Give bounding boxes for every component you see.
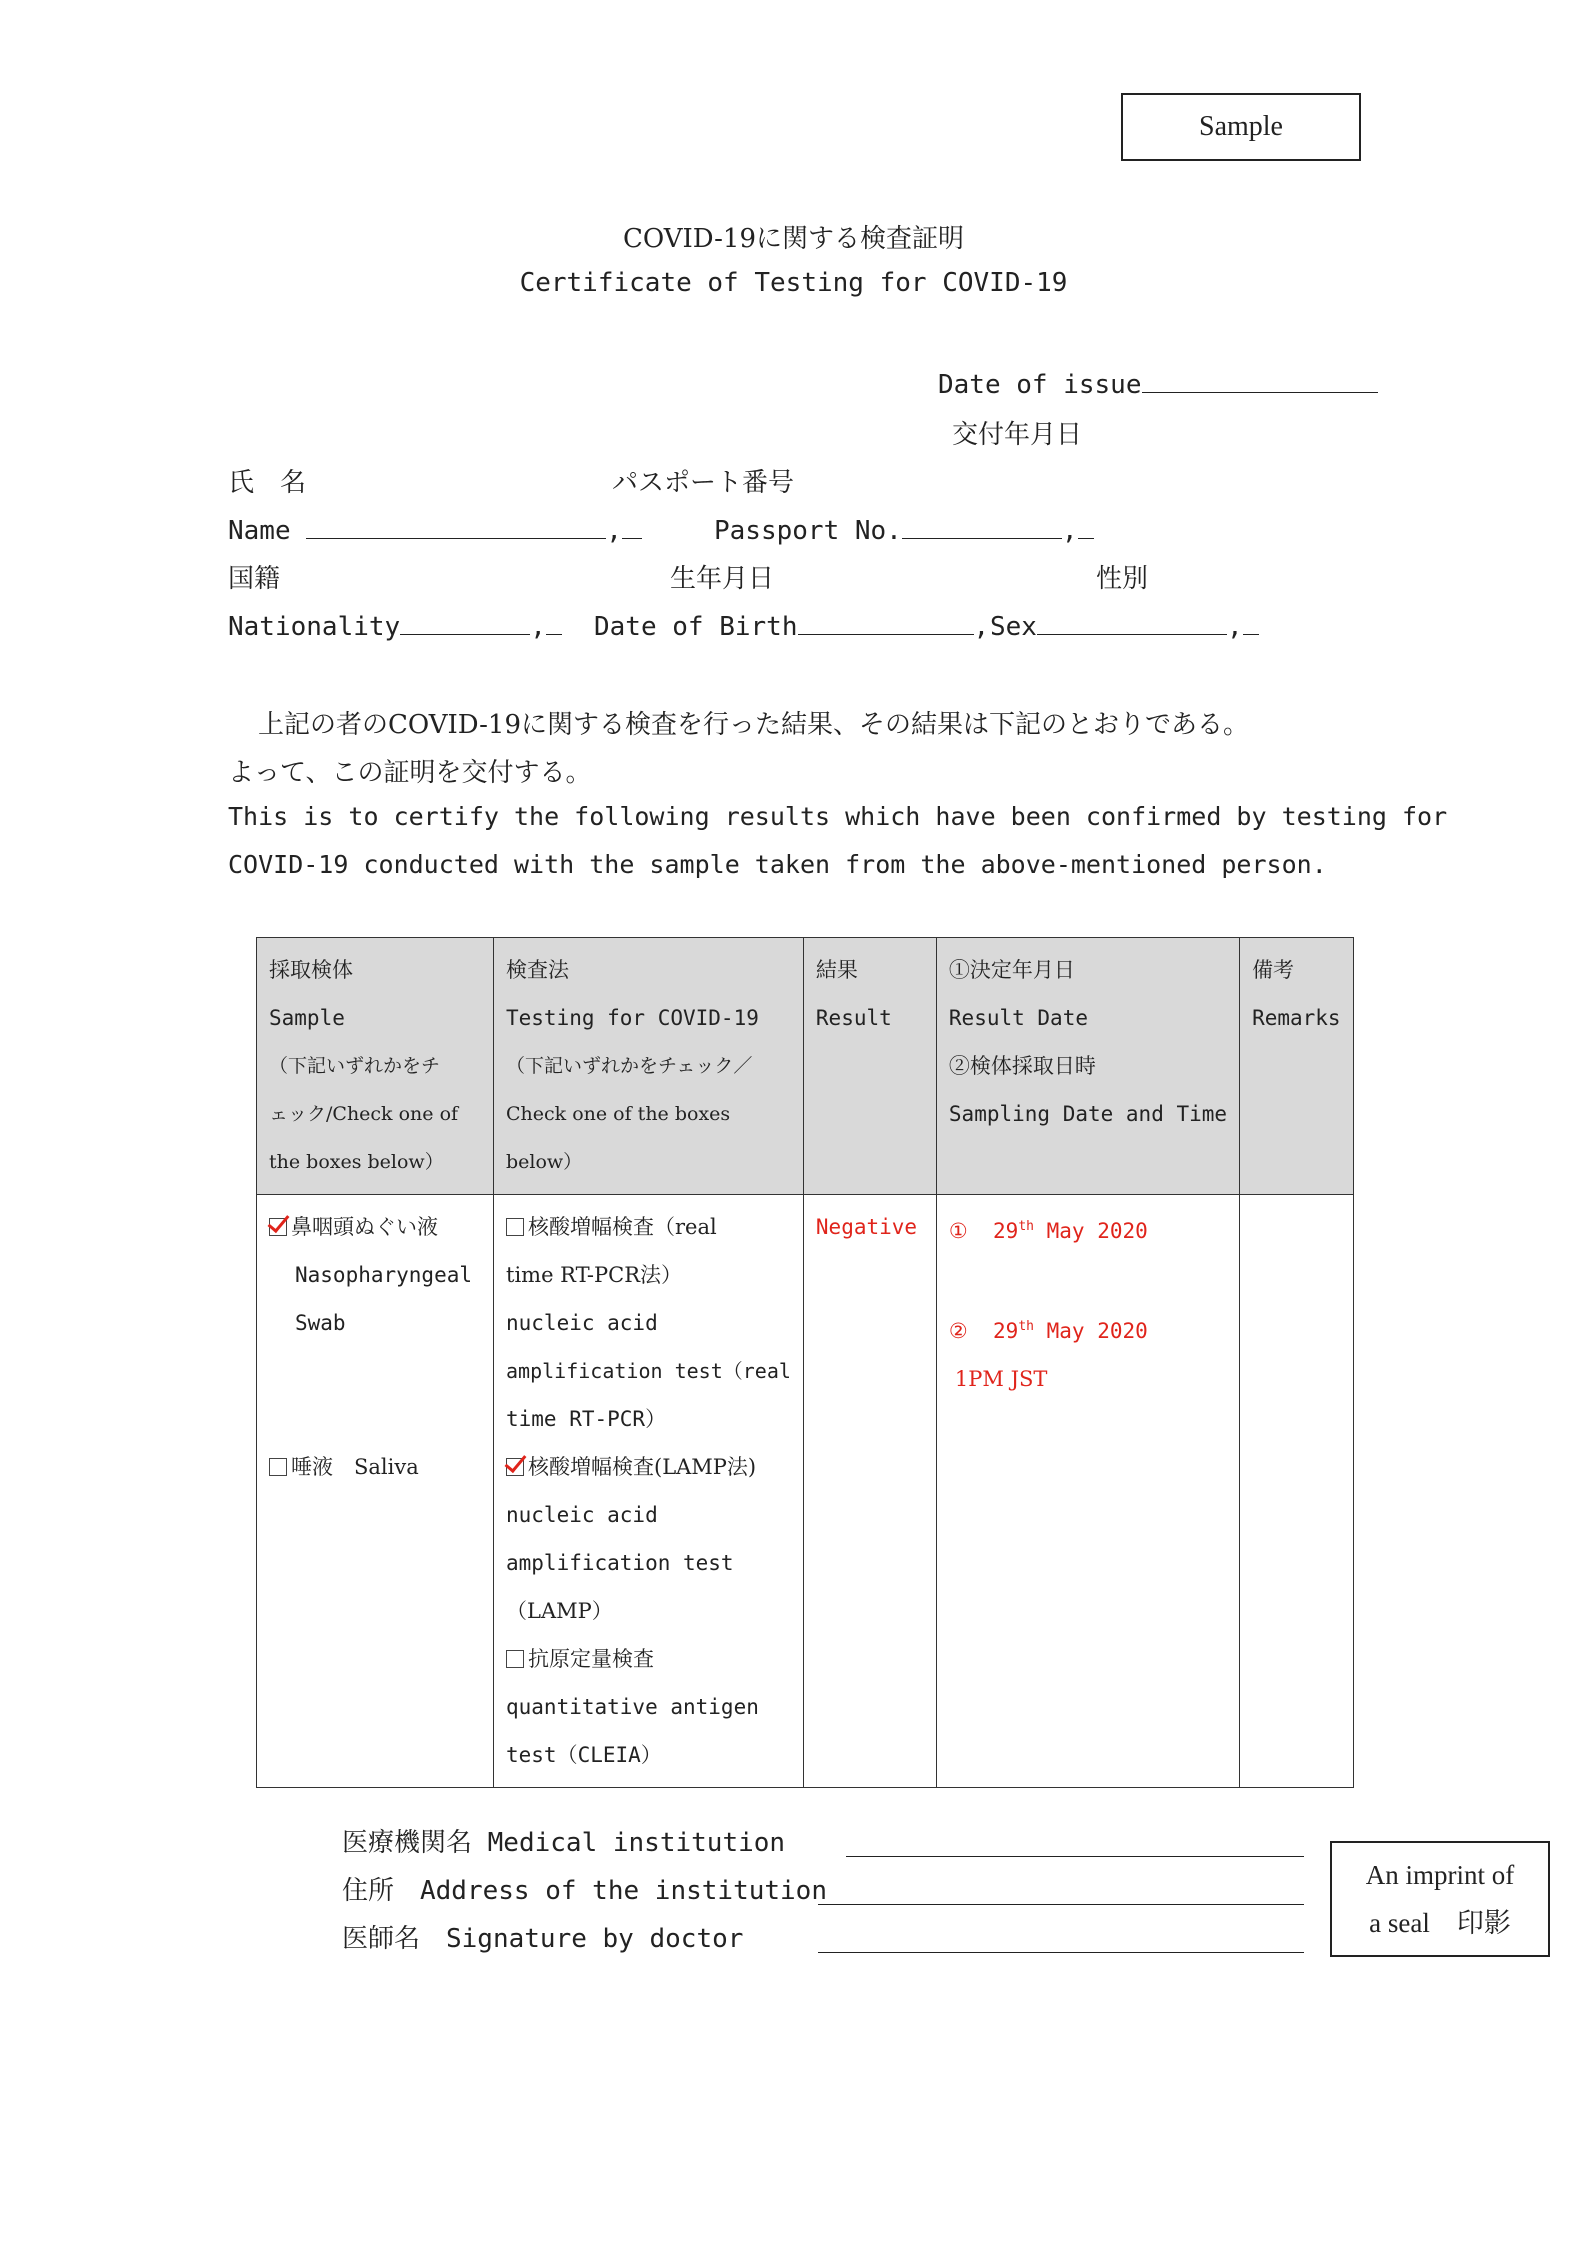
dob-label-ja: 生年月日	[670, 564, 775, 594]
header-testing-note3: below）	[506, 1151, 583, 1173]
pcr-label-5: time RT-PCR）	[506, 1407, 667, 1431]
checkbox-checked-icon[interactable]	[269, 1218, 287, 1236]
circled-two: ②	[948, 1319, 968, 1343]
header-result-date-en: Result Date	[948, 1006, 1088, 1030]
lamp-label-4: （LAMP）	[506, 1599, 613, 1623]
results-table	[256, 937, 1354, 1788]
sex-underline-tail	[1243, 608, 1259, 635]
header-testing-ja: 検査法	[506, 958, 569, 982]
header-testing-note2: Check one of the boxes	[506, 1103, 731, 1125]
doctor-label: 医師名 Signature by doctor	[342, 1924, 744, 1954]
header-sample-note1: （下記いずれかをチ	[269, 1055, 441, 1077]
header-testing-note1: （下記いずれかをチェック／	[506, 1055, 753, 1077]
pcr-label-3: nucleic acid	[506, 1311, 658, 1335]
statement-en-line1: This is to certify the following results which have been confirmed by testing for	[228, 802, 1448, 831]
antigen-label-2: quantitative antigen	[506, 1695, 759, 1719]
header-testing	[494, 938, 804, 1195]
name-comma: ,	[606, 516, 622, 546]
date-cell	[936, 1195, 1239, 1788]
saliva-label: 唾液 Saliva	[291, 1455, 419, 1479]
checkbox-icon[interactable]	[269, 1458, 287, 1476]
lamp-label-2: nucleic acid	[506, 1503, 658, 1527]
result-date	[949, 1203, 1227, 1255]
antigen-label-3: test（CLEIA）	[506, 1743, 662, 1767]
sex-field[interactable]	[1037, 608, 1227, 635]
passport-label: Passport No.	[714, 516, 902, 546]
name-row	[228, 512, 642, 546]
sample-cell	[257, 1195, 494, 1788]
seal-label-line2: a seal 印影	[1369, 1908, 1511, 1938]
dob-comma: ,	[973, 612, 990, 642]
swab-option	[269, 1203, 481, 1251]
lamp-label-3: amplification test	[506, 1551, 734, 1575]
passport-label-ja: パスポート番号	[612, 468, 795, 498]
header-testing-en: Testing for COVID-19	[506, 1006, 759, 1030]
circled-one: ①	[948, 1219, 968, 1243]
header-sampling-date-en: Sampling Date and Time	[948, 1102, 1228, 1126]
nationality-row	[228, 608, 562, 642]
result-value: Negative	[815, 1215, 918, 1239]
seal-box	[1330, 1841, 1550, 1957]
passport-underline-tail	[1078, 512, 1094, 539]
address-field[interactable]	[818, 1904, 1304, 1905]
header-result-ja: 結果	[815, 958, 858, 982]
name-field[interactable]	[306, 512, 606, 539]
checkbox-checked-icon[interactable]	[506, 1458, 524, 1476]
nationality-label: Nationality	[228, 612, 401, 642]
sex-comma: ,	[1226, 612, 1243, 642]
seal-label-line1: An imprint of	[1365, 1860, 1515, 1890]
dob-label: Date of Birth	[594, 612, 798, 642]
pcr-label-4: amplification test（real	[506, 1359, 791, 1383]
date-of-issue-label-ja: 交付年月日	[952, 420, 1083, 450]
nationality-comma: ,	[530, 612, 546, 642]
header-remarks-en: Remarks	[1252, 1006, 1341, 1030]
testing-cell	[494, 1195, 804, 1788]
name-underline-tail	[622, 512, 642, 539]
sex-label-ja: 性別	[1096, 564, 1149, 594]
antigen-option	[506, 1635, 791, 1683]
header-sample-note2: ェック/Check one of	[269, 1103, 459, 1125]
swab-label-en2: Swab	[295, 1311, 346, 1335]
nationality-underline-tail	[546, 608, 562, 635]
header-result-date-ja: ①決定年月日	[948, 958, 1075, 982]
sampling-date	[949, 1303, 1227, 1355]
sex-row	[990, 608, 1259, 642]
sampling-time: 1PM JST	[954, 1367, 1048, 1391]
result-month-year: May 2020	[1046, 1219, 1148, 1243]
header-result	[803, 938, 936, 1195]
institution-field[interactable]	[846, 1856, 1304, 1857]
date-of-issue-row	[938, 366, 1378, 400]
header-sample-ja: 採取検体	[269, 958, 353, 982]
passport-row	[714, 512, 1094, 546]
lamp-option	[506, 1443, 791, 1491]
pcr-label-2: time RT-PCR法）	[506, 1263, 683, 1287]
signature-field[interactable]	[818, 1952, 1304, 1953]
header-sample-en: Sample	[269, 1006, 345, 1030]
name-label: Name	[228, 516, 291, 546]
date-of-issue-field[interactable]	[1142, 366, 1378, 393]
institution-label: 医療機関名 Medical institution	[342, 1828, 786, 1858]
passport-field[interactable]	[902, 512, 1062, 539]
header-remarks	[1240, 938, 1354, 1195]
header-sample	[257, 938, 494, 1195]
lamp-label-ja: 核酸増幅検査(LAMP法)	[528, 1455, 757, 1479]
name-label-ja: 氏 名	[228, 468, 307, 498]
sampling-day-suffix: th	[1018, 1319, 1034, 1334]
swab-label-ja: 鼻咽頭ぬぐい液	[291, 1215, 438, 1239]
table-row	[257, 1195, 1354, 1788]
table-header-row	[257, 938, 1354, 1195]
sex-label: Sex	[990, 612, 1037, 642]
pcr-option	[506, 1203, 791, 1251]
address-label: 住所 Address of the institution	[342, 1876, 827, 1906]
header-date	[936, 938, 1239, 1195]
statement-en-line2: COVID-19 conducted with the sample taken from the above-mentioned person.	[228, 850, 1327, 879]
header-sample-note3: the boxes below）	[269, 1151, 444, 1173]
title-en: Certificate of Testing for COVID-19	[519, 268, 1068, 298]
header-sampling-date-ja: ②検体採取日時	[948, 1054, 1096, 1078]
pcr-label-ja: 核酸増幅検査（real	[528, 1215, 717, 1239]
sampling-month-year: May 2020	[1046, 1319, 1148, 1343]
remarks-cell	[1240, 1195, 1354, 1788]
sample-label-box	[1121, 93, 1361, 161]
passport-comma: ,	[1061, 516, 1078, 546]
nationality-label-ja: 国籍	[228, 564, 281, 594]
checkbox-icon[interactable]	[506, 1218, 524, 1236]
header-result-en: Result	[815, 1006, 892, 1030]
antigen-label-ja: 抗原定量検査	[528, 1647, 654, 1671]
statement-ja-line1: 上記の者のCOVID-19に関する検査を行った結果、その結果は下記のとおりである。	[258, 710, 1249, 740]
result-day-suffix: th	[1018, 1219, 1034, 1234]
statement-ja-line2: よって、この証明を交付する。	[228, 758, 592, 788]
nationality-field[interactable]	[400, 608, 530, 635]
result-cell	[803, 1195, 936, 1788]
checkbox-icon[interactable]	[506, 1650, 524, 1668]
date-of-issue-label: Date of issue	[938, 370, 1142, 400]
dob-row	[594, 608, 989, 642]
sampling-day: 29	[993, 1319, 1019, 1343]
header-remarks-ja: 備考	[1252, 958, 1295, 982]
title-ja: COVID-19に関する検査証明	[623, 224, 964, 254]
dob-field[interactable]	[798, 608, 974, 635]
result-day: 29	[993, 1219, 1019, 1243]
swab-label-en1: Nasopharyngeal	[295, 1263, 473, 1287]
saliva-option	[269, 1443, 481, 1491]
sample-label: Sample	[1199, 111, 1283, 142]
